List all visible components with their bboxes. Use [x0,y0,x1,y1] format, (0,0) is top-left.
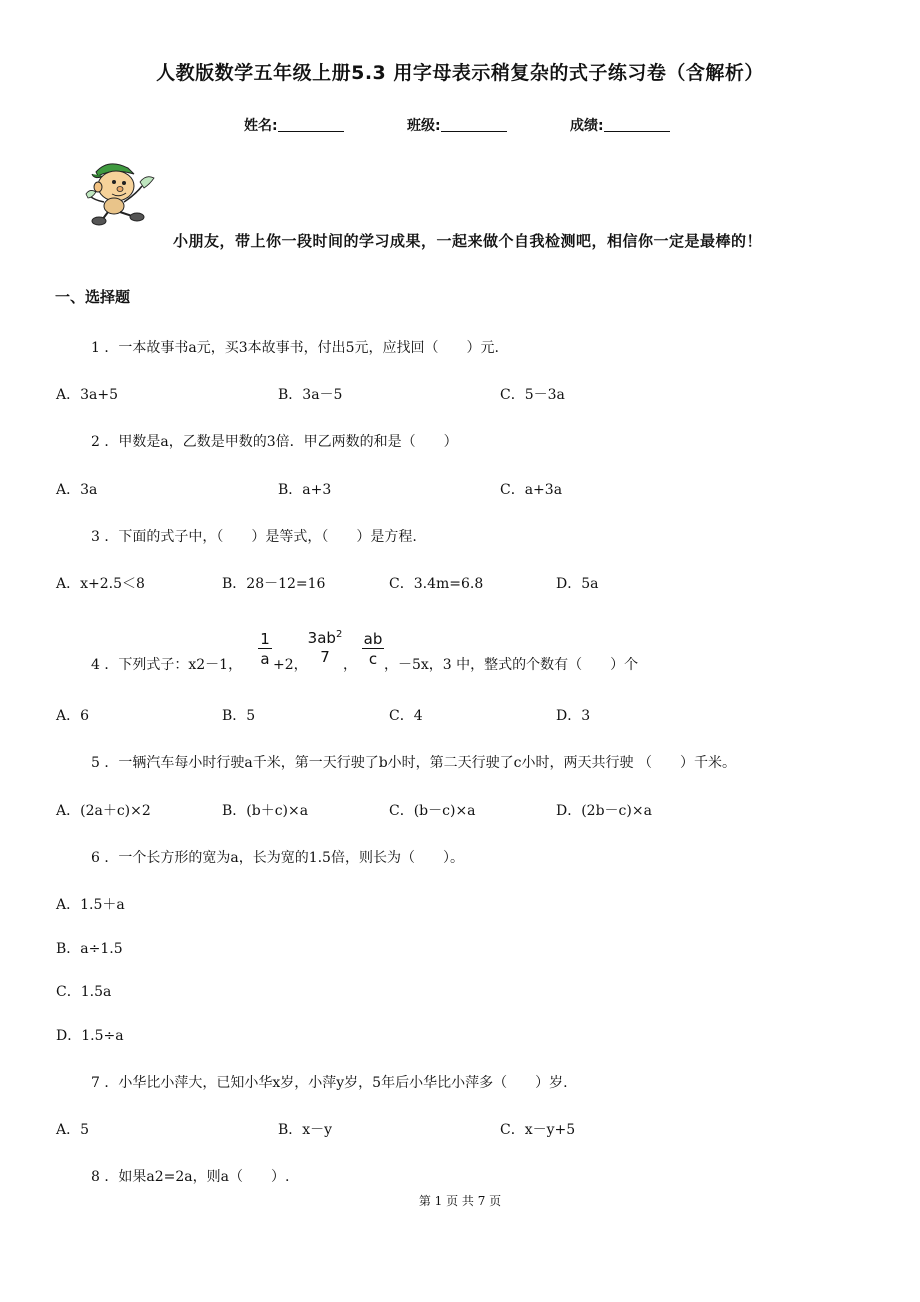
fraction-1-over-a [258,630,272,669]
fraction-3ab2-over-7 [303,626,347,667]
q3-option-a: A．x+2.5＜8 [56,576,145,592]
question-8: 8 ．如果a2=2a，则a（ ）. [91,1169,290,1185]
q7-option-a: A．5 [56,1122,90,1138]
fraction-2-numerator-base: 3ab [307,629,336,647]
fraction-2-numerator [303,626,347,647]
class-blank [441,117,507,132]
fraction-ab-over-c [362,630,384,669]
score-label: 成绩: [570,118,604,134]
question-1: 1 ．一本故事书a元，买3本故事书，付出5元，应找回（ ）元. [91,340,499,356]
fraction-1-denominator: a [260,650,270,668]
q4-option-a: A．6 [56,708,90,724]
fraction-3-numerator: ab [363,630,383,648]
q7-option-c: C．x－y+5 [500,1122,576,1138]
q6-option-b: B．a÷1.5 [56,941,123,957]
question-5: 5 ．一辆汽车每小时行驶a千米，第一天行驶了b小时，第二天行驶了c小时，两天共行驶 （ ）千米。 [91,755,736,771]
q4-option-d: D．3 [556,708,591,724]
fraction-2-denominator: 7 [320,648,330,666]
page-title: 人教版数学五年级上册5.3 用字母表示稍复杂的式子练习卷（含解析） [156,62,764,84]
section-heading: 一、选择题 [55,288,131,306]
class-field [407,115,507,135]
q2-option-a: A．3a [56,482,98,498]
q2-option-b: B．a+3 [278,482,332,498]
q6-option-a: A．1.5＋a [56,897,125,913]
question-4-start: 4 ．下列式子：x2－1， [91,657,243,673]
cartoon-boy-illustration [84,160,159,226]
page-footer: 第 1 页 共 7 页 [418,1194,502,1208]
name-label: 姓名: [244,118,278,134]
q5-option-a: A．(2a＋c)×2 [56,803,151,819]
q3-option-b: B．28－12=16 [222,576,326,592]
q3-option-c: C．3.4m=6.8 [389,576,484,592]
score-blank [604,117,670,132]
q1-option-b: B．3a－5 [278,387,343,403]
question-7: 7 ．小华比小萍大，已知小华x岁，小萍y岁，5年后小华比小萍多（ ）岁. [91,1075,568,1091]
q2-option-c: C．a+3a [500,482,563,498]
q1-option-a: A．3a+5 [56,387,119,403]
question-4-plus-two: +2， [273,657,308,673]
question-4-end: ，－5x，3 中，整式的个数有（ ）个 [384,657,639,673]
q5-option-d: D．(2b－c)×a [556,803,652,819]
class-label: 班级: [407,118,441,134]
fraction-2-exponent: 2 [335,629,343,640]
question-3: 3 ．下面的式子中，（ ）是等式，（ ）是方程. [91,529,417,545]
q4-option-c: C．4 [389,708,423,724]
q4-option-b: B．5 [222,708,256,724]
fraction-1-numerator: 1 [258,630,272,649]
q5-option-b: B．(b＋c)×a [222,803,309,819]
q6-option-d: D．1.5÷a [56,1028,124,1044]
question-4-comma: ， [343,657,357,673]
name-field [244,115,344,135]
q3-option-d: D．5a [556,576,599,592]
name-blank [278,117,344,132]
score-field [570,115,670,135]
encouragement-text: 小朋友，带上你一段时间的学习成果，一起来做个自我检测吧，相信你一定是最棒的！ [173,232,763,250]
q7-option-b: B．x－y [278,1122,333,1138]
fraction-3-denominator: c [368,650,378,668]
q5-option-c: C．(b－c)×a [389,803,476,819]
question-2: 2 ．甲数是a，乙数是甲数的3倍．甲乙两数的和是（ ） [91,434,458,450]
q1-option-c: C．5－3a [500,387,565,403]
q6-option-c: C．1.5a [56,984,112,1000]
question-6: 6 ．一个长方形的宽为a，长为宽的1.5倍，则长为（ ）。 [91,850,464,866]
